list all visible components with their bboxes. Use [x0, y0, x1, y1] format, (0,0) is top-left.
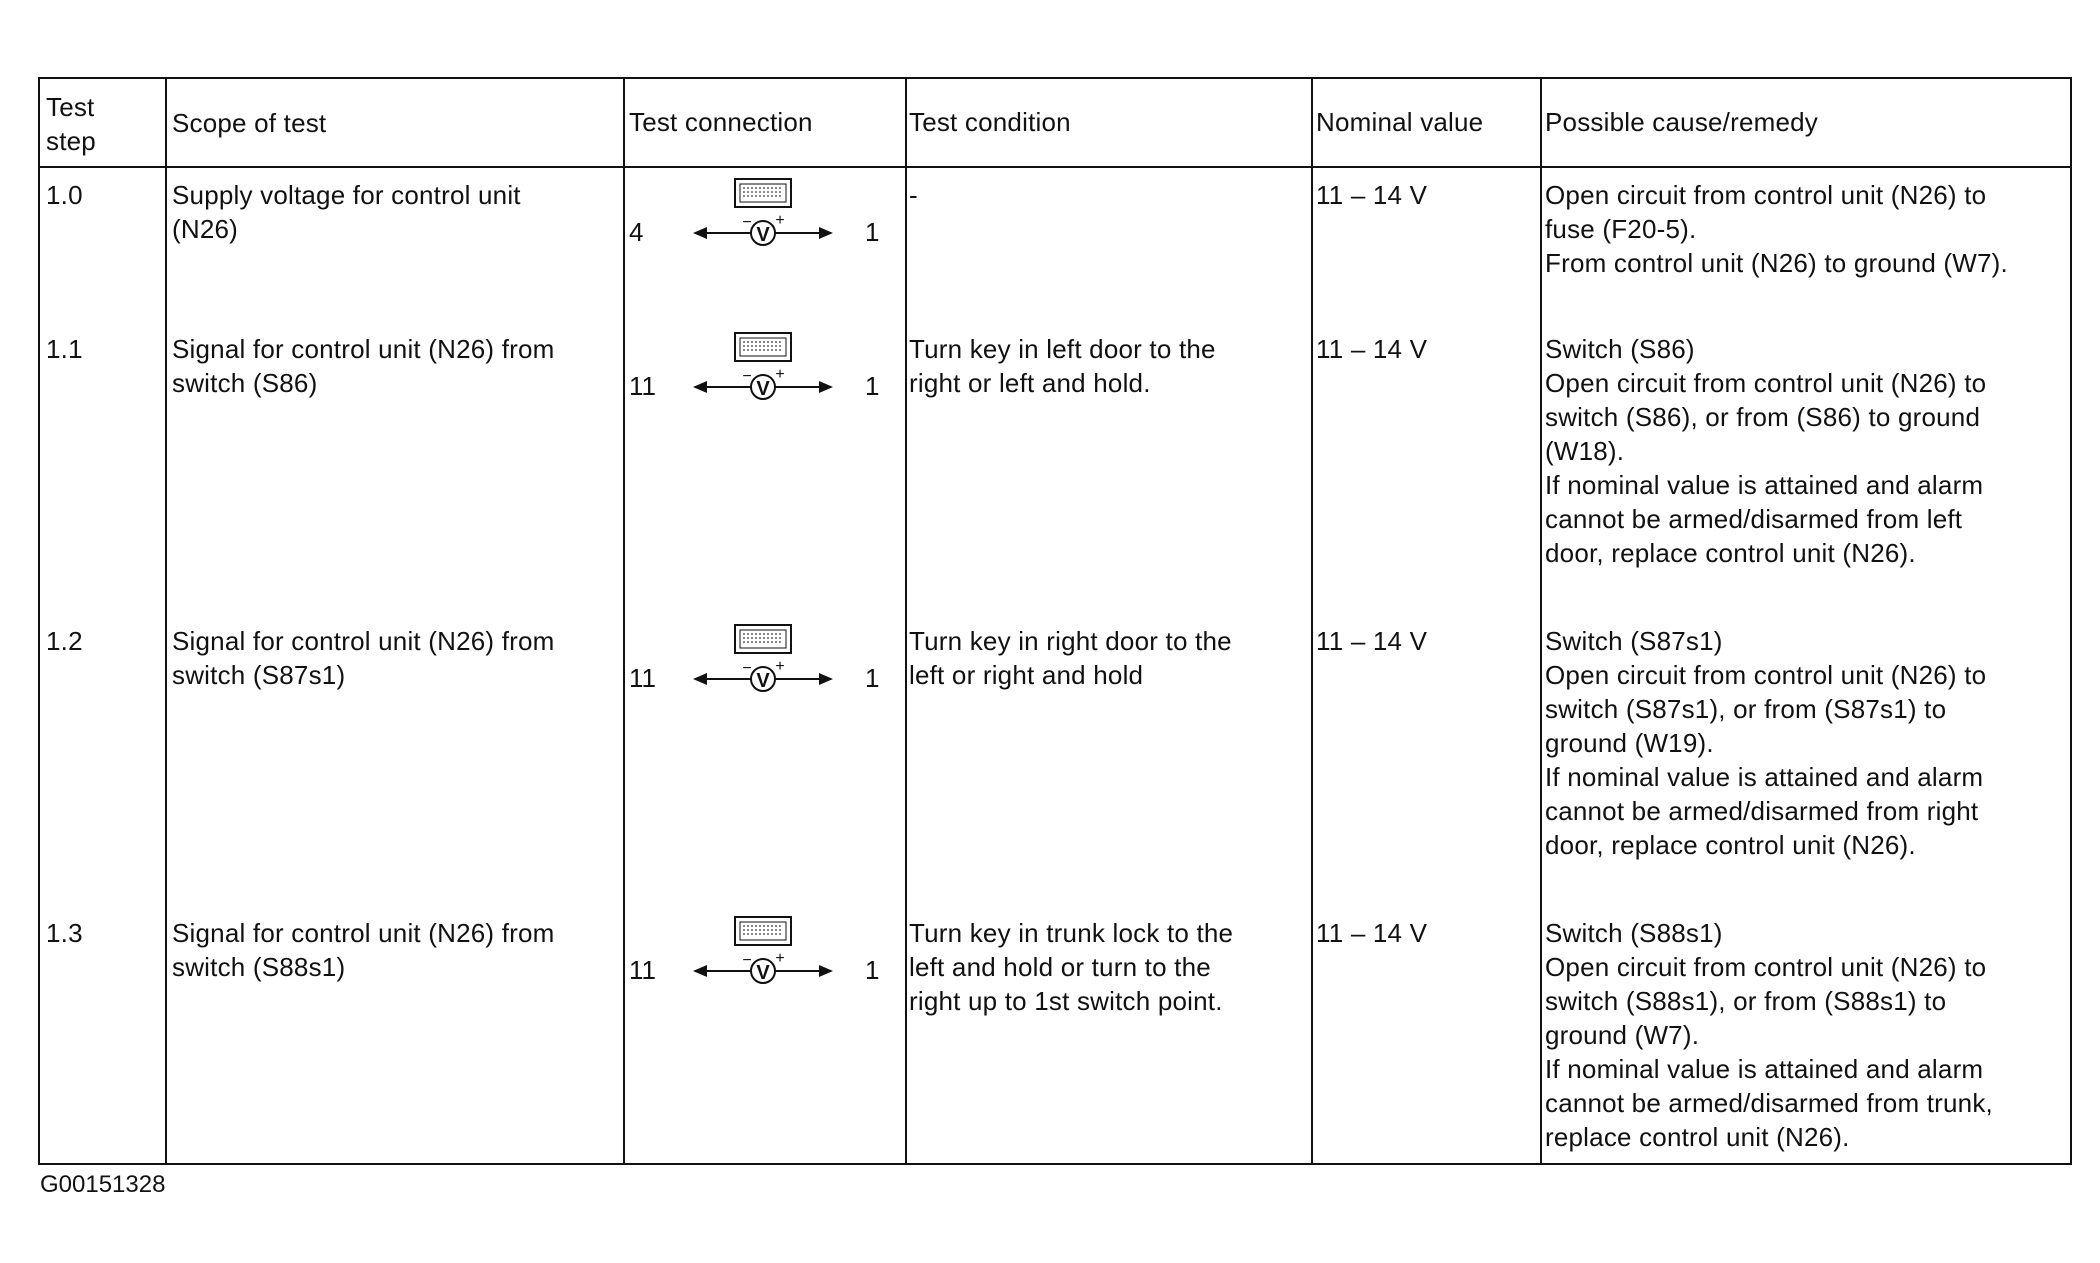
- connection-pin-right: 1: [865, 371, 880, 401]
- row-1-2-test-connection: [623, 621, 903, 701]
- header-test-condition: Test condition: [909, 107, 1071, 137]
- column-divider: [1311, 79, 1313, 1163]
- row-1-3-step: 1.3: [46, 918, 83, 948]
- row-1-3-condition: Turn key in trunk lock to the left and hold or turn to the right up to 1st switch point.: [909, 918, 1234, 1016]
- row-1-1-scope: Signal for control unit (N26) from switch (S86): [172, 334, 555, 398]
- svg-text:−: −: [742, 952, 752, 969]
- row-1-0-test-connection: [623, 175, 903, 255]
- svg-text:V: V: [756, 224, 770, 246]
- svg-text:+: +: [775, 366, 785, 383]
- diagnostic-test-table: [38, 77, 2072, 1165]
- row-1-0-condition: -: [909, 180, 918, 210]
- connection-pin-right: 1: [865, 217, 880, 247]
- svg-text:−: −: [742, 660, 752, 677]
- row-1-1-step: 1.1: [46, 334, 83, 364]
- row-1-2-scope: Signal for control unit (N26) from switch (S87s1): [172, 626, 555, 690]
- header-possible-cause-remedy: Possible cause/remedy: [1545, 107, 1818, 137]
- row-1-0-remedy: Open circuit from control unit (N26) to fuse (F20-5). From control unit (N26) to ground (W7).: [1545, 180, 2008, 278]
- voltmeter-connector-icon: [693, 175, 833, 255]
- connection-pin-left: 11: [629, 371, 656, 401]
- column-divider: [905, 79, 907, 1163]
- column-divider: [165, 79, 167, 1163]
- connection-pin-right: 1: [865, 955, 880, 985]
- voltmeter-connector-icon: [693, 913, 833, 993]
- row-1-1-test-connection: [623, 329, 903, 409]
- svg-text:V: V: [756, 670, 770, 692]
- row-1-2-step: 1.2: [46, 626, 83, 656]
- header-test-step: Test step: [46, 92, 96, 156]
- svg-text:V: V: [756, 378, 770, 400]
- header-test-connection: Test connection: [629, 107, 813, 137]
- row-1-2-condition: Turn key in right door to the left or right and hold: [909, 626, 1232, 690]
- svg-text:V: V: [756, 962, 770, 984]
- svg-text:+: +: [775, 658, 785, 675]
- row-1-3-test-connection: [623, 913, 903, 993]
- row-1-3-scope: Signal for control unit (N26) from switch (S88s1): [172, 918, 555, 982]
- row-1-3-remedy: Switch (S88s1) Open circuit from control unit (N26) to switch (S88s1), or from (S88s1) to ground (W7). If nominal value is attained and alarm cannot be armed/disarmed from trunk, replace control unit (N26).: [1545, 918, 1993, 1152]
- svg-text:+: +: [775, 212, 785, 229]
- column-divider: [1540, 79, 1542, 1163]
- voltmeter-connector-icon: [693, 329, 833, 409]
- row-1-1-remedy: Switch (S86) Open circuit from control unit (N26) to switch (S86), or from (S86) to ground (W18). If nominal value is attained and alarm cannot be armed/disarmed from left door, replace control unit (N26).: [1545, 334, 1987, 568]
- row-1-0-nominal-value: 11 – 14 V: [1316, 180, 1428, 210]
- header-nominal-value: Nominal value: [1316, 107, 1484, 137]
- figure-id: G00151328: [40, 1171, 166, 1198]
- row-1-0-scope: Supply voltage for control unit (N26): [172, 180, 521, 244]
- connection-pin-right: 1: [865, 663, 880, 693]
- row-1-2-remedy: Switch (S87s1) Open circuit from control unit (N26) to switch (S87s1), or from (S87s1) to ground (W19). If nominal value is attained and alarm cannot be armed/disarmed from right door, replace control unit (N26).: [1545, 626, 1987, 860]
- row-1-1-nominal-value: 11 – 14 V: [1316, 334, 1428, 364]
- connection-pin-left: 4: [629, 217, 644, 247]
- row-1-3-nominal-value: 11 – 14 V: [1316, 918, 1428, 948]
- svg-text:−: −: [742, 368, 752, 385]
- header-scope-of-test: Scope of test: [172, 108, 327, 138]
- row-1-2-nominal-value: 11 – 14 V: [1316, 626, 1428, 656]
- svg-text:−: −: [742, 214, 752, 231]
- row-1-1-condition: Turn key in left door to the right or left and hold.: [909, 334, 1216, 398]
- svg-text:+: +: [775, 950, 785, 967]
- row-1-0-step: 1.0: [46, 180, 83, 210]
- connection-pin-left: 11: [629, 663, 656, 693]
- connection-pin-left: 11: [629, 955, 656, 985]
- voltmeter-connector-icon: [693, 621, 833, 701]
- header-divider: [40, 166, 2070, 168]
